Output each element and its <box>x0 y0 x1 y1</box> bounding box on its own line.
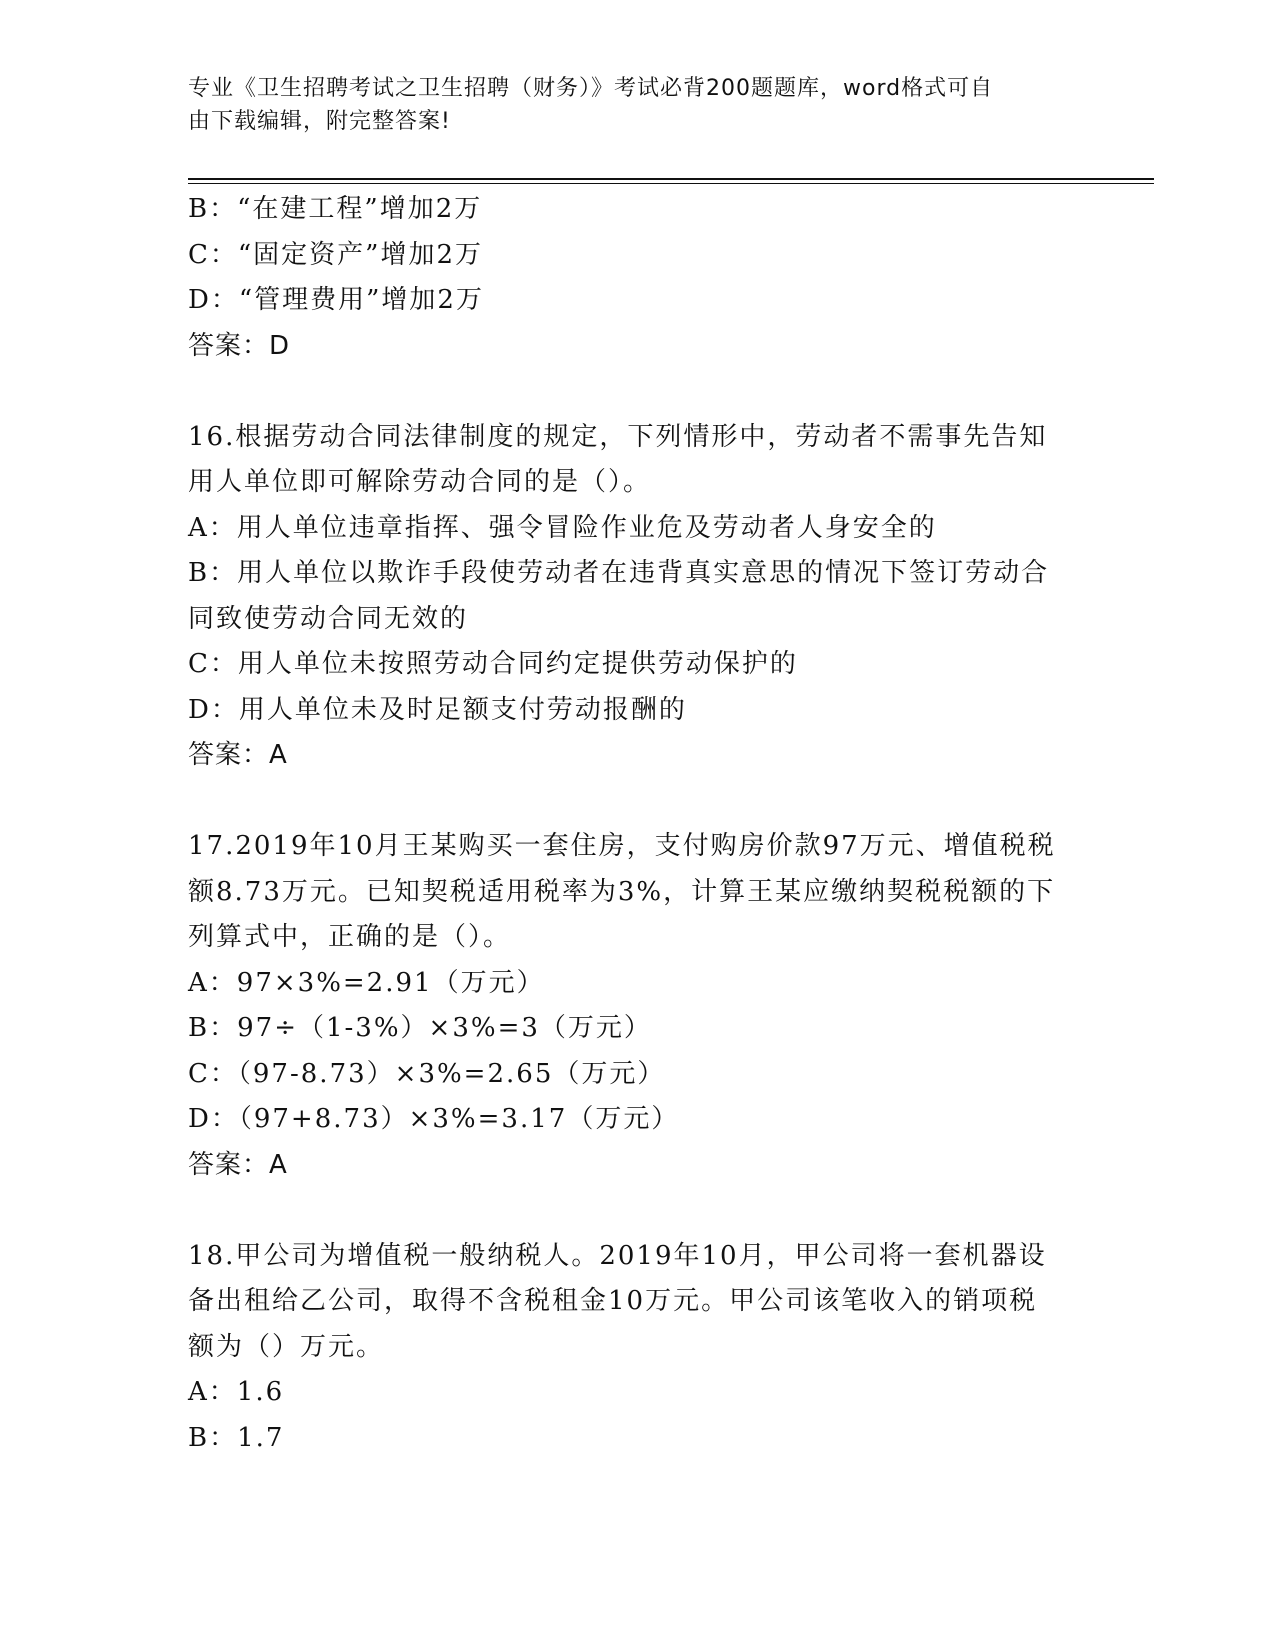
option-c: C：“固定资产”增加2万 <box>188 239 484 270</box>
spacer <box>188 369 1088 415</box>
question-stem: 16.根据劳动合同法律制度的规定，下列情形中，劳动者不需事先告知 <box>188 421 1048 452</box>
option-b: B：97÷（1-3%）×3%=3（万元） <box>188 1013 652 1043</box>
question-stem: 列算式中，正确的是（）。 <box>188 922 512 952</box>
option-a: A：用人单位违章指挥、强令冒险作业危及劳动者人身安全的 <box>188 512 937 543</box>
header-divider-thick <box>188 178 1154 180</box>
document-header <box>188 72 1068 138</box>
spacer <box>188 1188 1088 1234</box>
answer: 答案：A <box>188 1149 288 1180</box>
header-divider-thin <box>188 183 1154 184</box>
option-d: D：用人单位未及时足额支付劳动报酬的 <box>188 694 687 725</box>
answer: 答案：A <box>188 740 288 770</box>
spacer <box>188 779 1088 825</box>
question-stem: 额为（）万元。 <box>188 1331 385 1362</box>
question-stem: 额8.73万元。已知契税适用税率为3%，计算王某应缴纳契税税额的下 <box>188 876 1056 907</box>
option-b: B：1.7 <box>188 1422 285 1453</box>
question-content <box>188 187 1088 1461</box>
option-b: B：“在建工程”增加2万 <box>188 194 483 224</box>
question-18 <box>188 1234 1088 1462</box>
question-stem: 17.2019年10月王某购买一套住房，支付购房价款97万元、增值税税 <box>188 831 1056 861</box>
option-c: C：（97-8.73）×3%=2.65（万元） <box>188 1058 666 1089</box>
option-d: D：“管理费用”增加2万 <box>188 285 484 315</box>
header-line-1: 专业《卫生招聘考试之卫生招聘（财务）》考试必背200题题库，word格式可自 <box>188 76 994 101</box>
question-stem: 用人单位即可解除劳动合同的是（）。 <box>188 467 652 497</box>
question-17 <box>188 824 1088 1188</box>
question-stem: 备出租给乙公司，取得不含税租金10万元。甲公司该笔收入的销项税 <box>188 1286 1038 1316</box>
option-b: B：用人单位以欺诈手段使劳动者在违背真实意思的情况下签订劳动合 <box>188 558 1050 588</box>
question-16 <box>188 415 1088 779</box>
option-d: D：（97+8.73）×3%=3.17（万元） <box>188 1104 680 1134</box>
answer: 答案：D <box>188 330 291 361</box>
option-c: C：用人单位未按照劳动合同约定提供劳动保护的 <box>188 649 798 679</box>
option-a: A：97×3%=2.91（万元） <box>188 967 545 998</box>
header-line-2: 由下载编辑，附完整答案! <box>188 109 451 134</box>
option-b-continued: 同致使劳动合同无效的 <box>188 603 469 634</box>
question-15 <box>188 187 1088 369</box>
option-a: A：1.6 <box>188 1377 285 1407</box>
question-stem: 18.甲公司为增值税一般纳税人。2019年10月，甲公司将一套机器设 <box>188 1240 1047 1271</box>
